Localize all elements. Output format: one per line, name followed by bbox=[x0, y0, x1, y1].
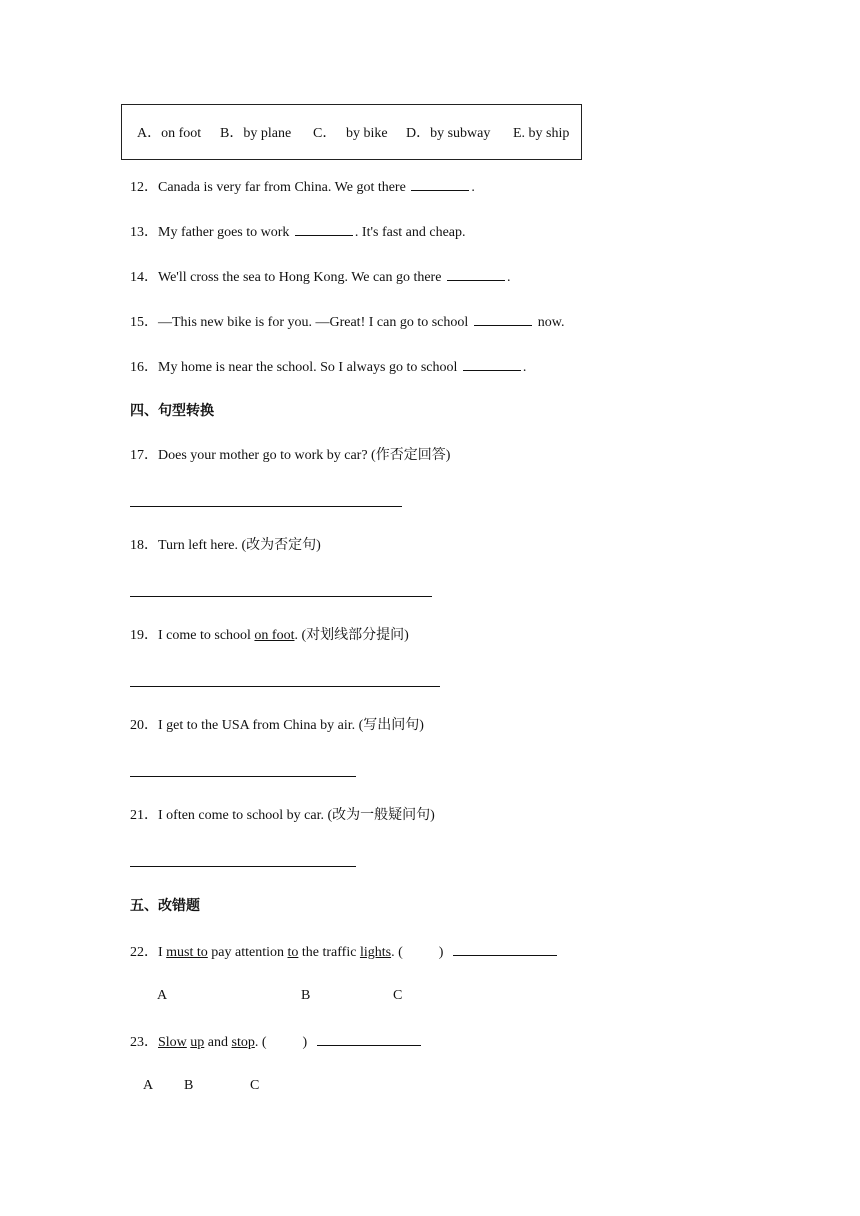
label-c: C bbox=[250, 1078, 260, 1093]
question-number: 19． bbox=[130, 628, 158, 643]
question-text: My home is near the school. So I always go to school bbox=[158, 360, 458, 375]
answer-line-17[interactable] bbox=[130, 506, 402, 507]
text-part: pay attention bbox=[207, 945, 288, 960]
underlined-part-c: stop bbox=[231, 1035, 255, 1050]
question-text: —This new bike is for you. —Great! I can go to school bbox=[158, 315, 469, 330]
label-c: C bbox=[393, 988, 403, 1003]
question-20 bbox=[130, 717, 424, 735]
question-text: Canada is very far from China. We got there bbox=[158, 180, 406, 195]
question-text: Turn left here. (改为否定句) bbox=[158, 538, 321, 553]
option-b: B．by plane bbox=[220, 126, 292, 141]
question-text: We'll cross the sea to Hong Kong. We can go there bbox=[158, 270, 442, 285]
question-number: 17． bbox=[130, 448, 158, 463]
question-14 bbox=[130, 267, 510, 287]
answer-line-19[interactable] bbox=[130, 686, 440, 687]
question-19 bbox=[130, 627, 409, 645]
underlined-part-c: lights bbox=[359, 945, 392, 960]
question-number: 12． bbox=[130, 180, 158, 195]
section-heading-4: 四、句型转换 bbox=[130, 403, 214, 419]
option-c: C． bbox=[313, 126, 337, 141]
text-part: ) bbox=[438, 945, 444, 960]
question-end: . bbox=[522, 360, 527, 375]
underlined-part-b: to bbox=[287, 945, 299, 960]
question-text: Does your mother go to work by car? (作否定回答) bbox=[158, 448, 451, 463]
label-a: A bbox=[143, 1078, 154, 1093]
question-number: 22． bbox=[130, 945, 158, 960]
answer-blank[interactable] bbox=[474, 312, 532, 326]
label-b: B bbox=[301, 988, 311, 1003]
question-end: now. bbox=[537, 315, 565, 330]
question-16 bbox=[130, 357, 526, 377]
question-end: . bbox=[471, 180, 475, 195]
question-end: . bbox=[506, 270, 511, 285]
answer-line-21[interactable] bbox=[130, 866, 356, 867]
question-21 bbox=[130, 807, 435, 825]
question-text: My father goes to work bbox=[158, 225, 290, 240]
option-a: A．on foot bbox=[137, 126, 202, 141]
question-13 bbox=[130, 222, 466, 242]
section-heading-5: 五、改错题 bbox=[130, 898, 200, 914]
options-box bbox=[121, 104, 582, 160]
question-end: . It's fast and cheap. bbox=[354, 225, 466, 240]
answer-blank[interactable] bbox=[463, 357, 521, 371]
underlined-part-b: up bbox=[190, 1035, 205, 1050]
question-text-pre: I come to school bbox=[158, 628, 255, 643]
question-23 bbox=[130, 1032, 423, 1052]
question-number: 15． bbox=[130, 315, 158, 330]
question-22 bbox=[130, 942, 559, 962]
answer-blank[interactable] bbox=[295, 222, 353, 236]
answer-blank[interactable] bbox=[447, 267, 505, 281]
question-number: 18． bbox=[130, 538, 158, 553]
answer-blank[interactable] bbox=[411, 177, 469, 191]
correction-blank[interactable] bbox=[317, 1032, 421, 1046]
question-17 bbox=[130, 447, 450, 465]
question-number: 20． bbox=[130, 718, 158, 733]
text-part: and bbox=[204, 1035, 232, 1050]
underlined-phrase: on foot bbox=[254, 628, 295, 643]
question-text: I often come to school by car. (改为一般疑问句) bbox=[158, 808, 435, 823]
answer-line-20[interactable] bbox=[130, 776, 356, 777]
question-number: 23． bbox=[130, 1035, 158, 1050]
underlined-part-a: Slow bbox=[158, 1035, 187, 1050]
label-a: A bbox=[157, 988, 168, 1003]
option-d: D．by subway bbox=[406, 126, 491, 141]
label-b: B bbox=[184, 1078, 194, 1093]
option-c-text: by bike bbox=[346, 126, 388, 141]
answer-line-18[interactable] bbox=[130, 596, 432, 597]
question-18 bbox=[130, 537, 321, 555]
text-part: the traffic bbox=[298, 945, 360, 960]
question-number: 13． bbox=[130, 225, 158, 240]
text-part: . ( bbox=[391, 945, 403, 960]
question-number: 21． bbox=[130, 808, 158, 823]
question-text-post: . (对划线部分提问) bbox=[294, 628, 409, 643]
correction-blank[interactable] bbox=[453, 942, 557, 956]
text-part: . ( bbox=[254, 1035, 267, 1050]
question-12 bbox=[130, 177, 475, 197]
text-part: I bbox=[158, 945, 167, 960]
question-15 bbox=[130, 312, 564, 332]
text-part: ) bbox=[302, 1035, 308, 1050]
question-number: 16． bbox=[130, 360, 158, 375]
underlined-part-a: must to bbox=[166, 945, 208, 960]
option-e: E. by ship bbox=[513, 126, 570, 141]
question-number: 14． bbox=[130, 270, 158, 285]
question-text: I get to the USA from China by air. (写出问句) bbox=[158, 718, 424, 733]
